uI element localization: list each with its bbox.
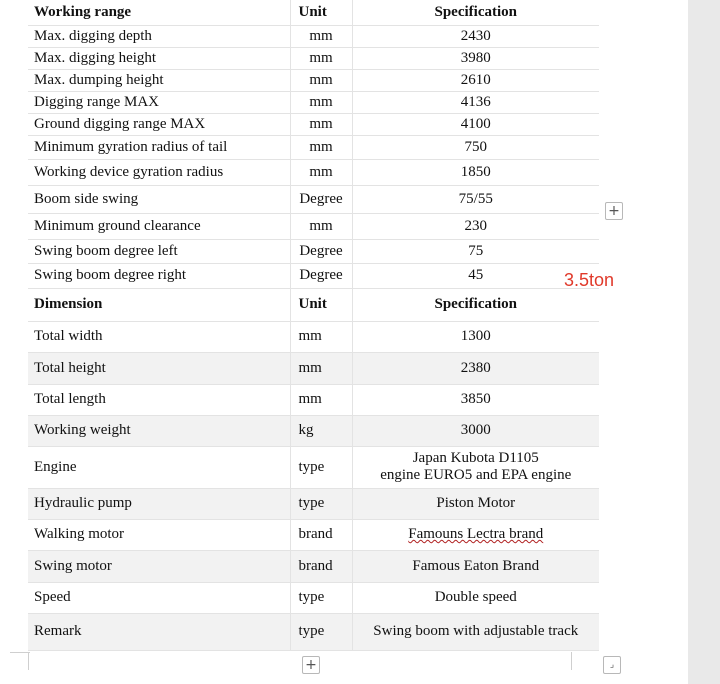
bottom-divider <box>28 652 29 670</box>
unit-cell: kg <box>290 415 352 446</box>
value-cell: 3000 <box>352 415 599 446</box>
unit-cell: type <box>290 446 352 488</box>
bottom-divider <box>10 652 30 653</box>
table-row <box>28 519 599 550</box>
spellcheck-text: Famouns Lectra brand <box>408 526 544 542</box>
value-cell: 75/55 <box>352 185 599 213</box>
table-row <box>28 135 599 159</box>
value-cell: 750 <box>352 135 599 159</box>
right-scroll-gutter <box>688 0 720 684</box>
unit-cell: mm <box>290 135 352 159</box>
param-cell: Total width <box>28 321 290 352</box>
value-cell: Piston Motor <box>352 488 599 519</box>
param-cell: Walking motor <box>28 519 290 550</box>
table-row <box>28 263 599 288</box>
header-cell: Specification <box>352 0 599 25</box>
param-cell: Minimum gyration radius of tail <box>28 135 290 159</box>
header-cell: Unit <box>290 288 352 321</box>
header-cell: Unit <box>290 0 352 25</box>
unit-cell: Degree <box>290 185 352 213</box>
unit-cell: type <box>290 582 352 613</box>
table-row <box>28 613 599 650</box>
value-cell: 3980 <box>352 47 599 69</box>
value-cell: 2430 <box>352 25 599 47</box>
param-cell: Boom side swing <box>28 185 290 213</box>
param-cell: Max. digging depth <box>28 25 290 47</box>
table-row <box>28 239 599 263</box>
unit-cell: brand <box>290 519 352 550</box>
value-cell: 2610 <box>352 69 599 91</box>
unit-cell: mm <box>290 213 352 239</box>
param-cell: Ground digging range MAX <box>28 113 290 135</box>
value-cell: Famous Eaton Brand <box>352 550 599 582</box>
header-cell: Working range <box>28 0 290 25</box>
unit-cell: mm <box>290 321 352 352</box>
add-row-button[interactable]: + <box>302 656 320 674</box>
value-cell: 230 <box>352 213 599 239</box>
header-cell: Dimension <box>28 288 290 321</box>
unit-cell: mm <box>290 25 352 47</box>
value-cell: 4100 <box>352 113 599 135</box>
param-cell: Max. digging height <box>28 47 290 69</box>
table-row <box>28 550 599 582</box>
table-row <box>28 47 599 69</box>
value-cell: 2380 <box>352 352 599 384</box>
table-row <box>28 213 599 239</box>
value-cell: 3850 <box>352 384 599 415</box>
unit-cell: mm <box>290 352 352 384</box>
table-header-row <box>28 0 599 25</box>
add-column-button[interactable]: + <box>605 202 623 220</box>
table-row <box>28 91 599 113</box>
value-cell <box>352 446 599 488</box>
param-cell: Swing motor <box>28 550 290 582</box>
param-cell: Total height <box>28 352 290 384</box>
table-row <box>28 321 599 352</box>
table-row <box>28 384 599 415</box>
unit-cell: mm <box>290 47 352 69</box>
param-cell: Swing boom degree right <box>28 263 290 288</box>
param-cell: Minimum ground clearance <box>28 213 290 239</box>
table-resize-handle[interactable]: ⌟ <box>603 656 621 674</box>
param-cell: Max. dumping height <box>28 69 290 91</box>
unit-cell: type <box>290 488 352 519</box>
param-cell: Remark <box>28 613 290 650</box>
value-cell <box>352 519 599 550</box>
param-cell: Digging range MAX <box>28 91 290 113</box>
value-cell: Swing boom with adjustable track <box>352 613 599 650</box>
unit-cell: mm <box>290 91 352 113</box>
param-cell: Working weight <box>28 415 290 446</box>
dimension-section <box>28 288 599 650</box>
engine-value-line-1: Japan Kubota D1105 <box>412 450 539 466</box>
value-cell: 1300 <box>352 321 599 352</box>
table-row <box>28 159 599 185</box>
table-row <box>28 582 599 613</box>
header-cell: Specification <box>352 288 599 321</box>
unit-cell: Degree <box>290 263 352 288</box>
working-range-section <box>28 0 599 288</box>
table-row <box>28 185 599 213</box>
unit-cell: mm <box>290 113 352 135</box>
spec-table <box>28 0 599 651</box>
unit-cell: brand <box>290 550 352 582</box>
table-header-row <box>28 288 599 321</box>
unit-cell: type <box>290 613 352 650</box>
side-annotation-label: 3.5ton <box>564 270 615 290</box>
unit-cell: mm <box>290 69 352 91</box>
value-cell: 4136 <box>352 91 599 113</box>
table-row <box>28 488 599 519</box>
param-cell: Total length <box>28 384 290 415</box>
engine-value-line-2: engine EURO5 and EPA engine <box>380 467 572 483</box>
unit-cell: Degree <box>290 239 352 263</box>
table-row <box>28 69 599 91</box>
table-row <box>28 352 599 384</box>
table-row <box>28 415 599 446</box>
value-cell: 1850 <box>352 159 599 185</box>
value-cell: 45 <box>352 263 599 288</box>
unit-cell: mm <box>290 384 352 415</box>
table-row <box>28 113 599 135</box>
value-cell: Double speed <box>352 582 599 613</box>
table-row <box>28 25 599 47</box>
param-cell: Engine <box>28 446 290 488</box>
param-cell: Speed <box>28 582 290 613</box>
value-cell: 75 <box>352 239 599 263</box>
param-cell: Working device gyration radius <box>28 159 290 185</box>
unit-cell: mm <box>290 159 352 185</box>
param-cell: Swing boom degree left <box>28 239 290 263</box>
table-row <box>28 446 599 488</box>
bottom-divider <box>571 652 572 670</box>
param-cell: Hydraulic pump <box>28 488 290 519</box>
